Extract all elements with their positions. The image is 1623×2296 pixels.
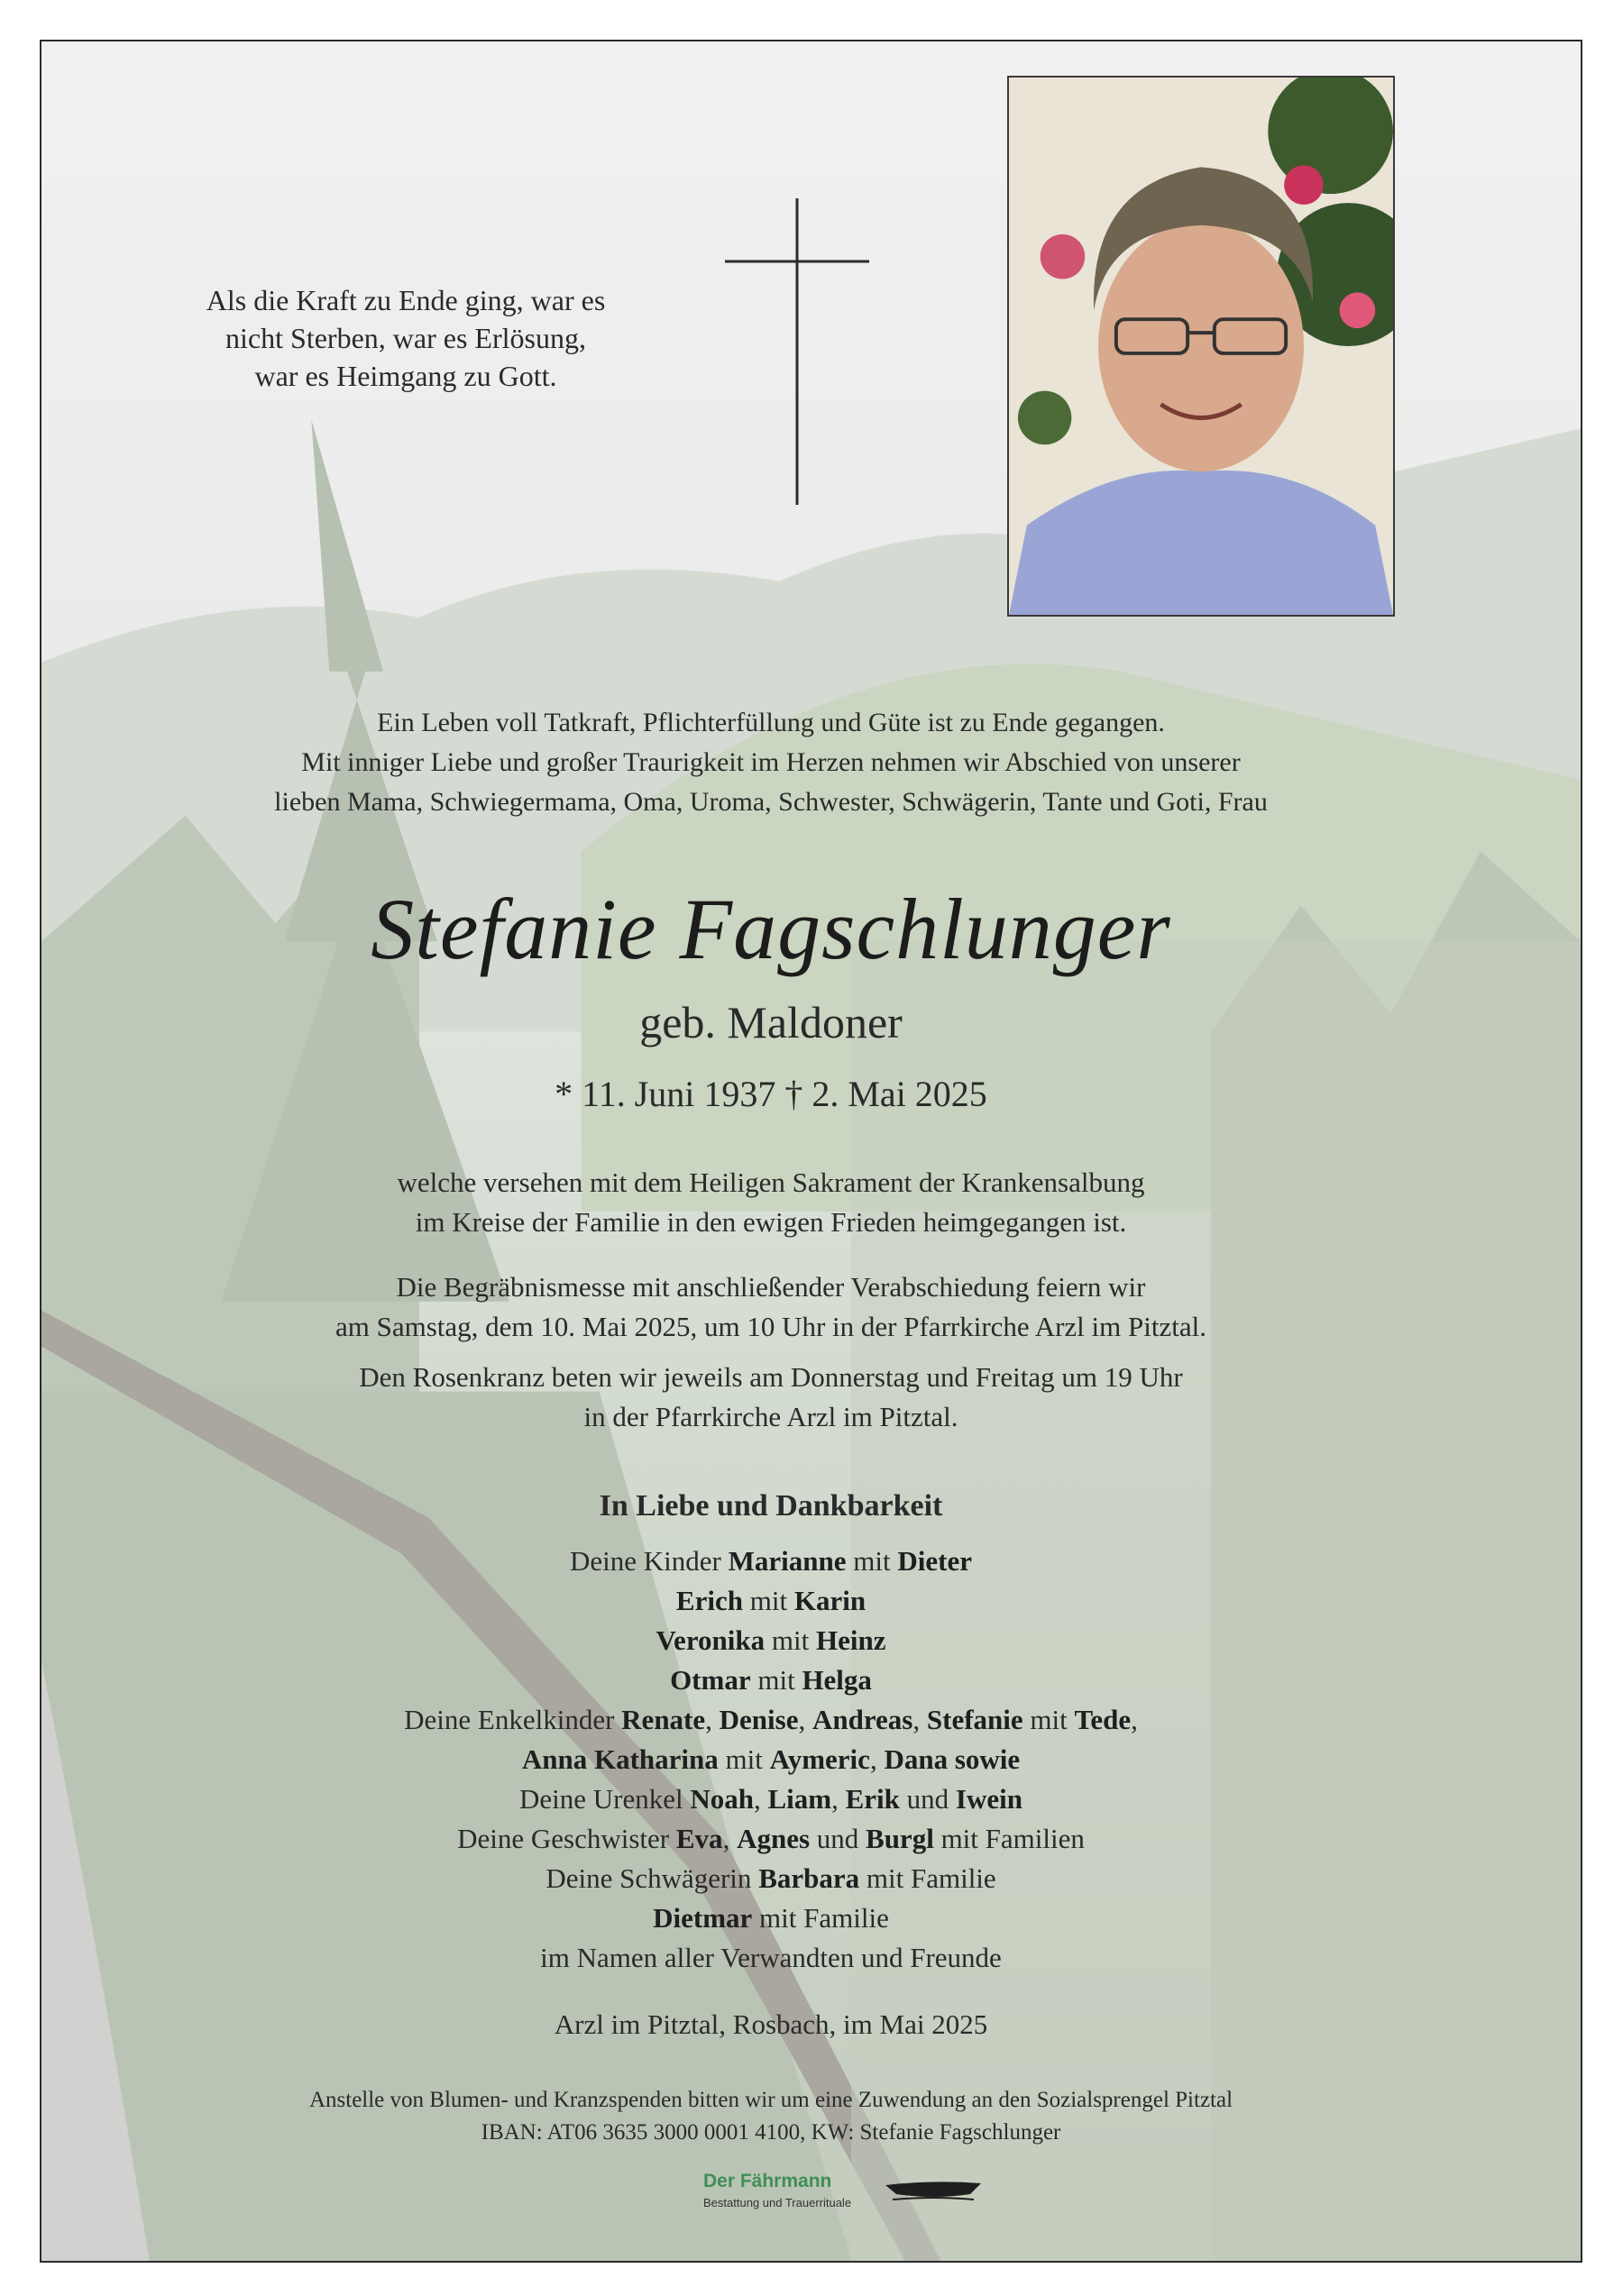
mass-line: Die Begräbnismesse mit anschließender Verabschiedung feiern wir <box>396 1271 1146 1303</box>
rosary-line: in der Pfarrkirche Arzl im Pitztal. <box>583 1401 958 1432</box>
mourners-line: Deine Geschwister Eva, Agnes und Burgl mit Familien <box>457 1823 1085 1854</box>
boat-icon <box>884 2173 983 2209</box>
mourners-line: Dietmar mit Familie <box>653 1902 889 1934</box>
cross-icon <box>725 198 869 505</box>
intro-line: Mit inniger Liebe und großer Traurigkeit im Herzen nehmen wir Abschied von unserer <box>301 747 1241 777</box>
quote-line: Als die Kraft zu Ende ging, war es <box>206 284 606 316</box>
portrait-photo <box>1007 76 1395 617</box>
sacrament-line: im Kreise der Familie in den ewigen Frieden heimgegangen ist. <box>415 1206 1127 1238</box>
logo-name: Der Fährmann <box>703 2171 832 2191</box>
funeral-mass-text <box>126 1267 1416 1347</box>
mourners-line: Anna Katharina mit Aymeric, Dana sowie <box>521 1743 1021 1775</box>
quote-line: war es Heimgang zu Gott. <box>254 360 557 392</box>
intro-line: lieben Mama, Schwiegermama, Oma, Uroma, Schwester, Schwägerin, Tante und Goti, Frau <box>274 787 1268 817</box>
rosary-line: Den Rosenkranz beten wir jeweils am Donnerstag und Freitag um 19 Uhr <box>359 1361 1183 1393</box>
mourners-list <box>126 1541 1416 1978</box>
mass-line: am Samstag, dem 10. Mai 2025, um 10 Uhr in der Pfarrkirche Arzl im Pitztal. <box>335 1311 1206 1342</box>
deceased-name: Stefanie Fagschlunger <box>371 881 1171 977</box>
maiden-name: geb. Maldoner <box>639 997 903 1047</box>
love-heading: In Liebe und Dankbarkeit <box>599 1489 943 1523</box>
mourners-line: Veronika mit Heinz <box>656 1624 886 1656</box>
rosary-text <box>126 1358 1416 1437</box>
mourners-line: Deine Schwägerin Barbara mit Familie <box>546 1862 996 1894</box>
donation-line: IBAN: AT06 3635 3000 0001 4100, KW: Stefanie Fagschlunger <box>481 2120 1061 2145</box>
donation-line: Anstelle von Blumen- und Kranzspenden bitten wir um eine Zuwendung an den Sozialsprengel Pitztal <box>308 2088 1233 2112</box>
logo-subtitle: Bestattung und Trauerrituale <box>703 2196 852 2209</box>
intro-text <box>126 703 1416 822</box>
sacrament-text <box>126 1163 1416 1242</box>
mourners-line: Deine Enkelkinder Renate, Denise, Andreas, Stefanie mit Tede, <box>404 1704 1138 1735</box>
intro-line: Ein Leben voll Tatkraft, Pflichterfüllung und Güte ist zu Ende gegangen. <box>377 708 1165 737</box>
mourners-line: im Namen aller Verwandten und Freunde <box>540 1942 1002 1973</box>
mourners-line: Erich mit Karin <box>675 1585 867 1616</box>
mourners-line: Deine Kinder Marianne mit Dieter <box>570 1545 972 1577</box>
mourners-line: Deine Urenkel Noah, Liam, Erik und Iwein <box>518 1783 1022 1815</box>
quote-text <box>144 281 667 395</box>
donation-note <box>126 2084 1416 2149</box>
funeral-home-logo <box>703 2169 992 2232</box>
sacrament-line: welche versehen mit dem Heiligen Sakrament der Krankensalbung <box>397 1166 1145 1198</box>
quote-line: nicht Sterben, war es Erlösung, <box>225 322 586 354</box>
place-date: Arzl im Pitztal, Rosbach, im Mai 2025 <box>554 2008 988 2040</box>
life-dates: * 11. Juni 1937 † 2. Mai 2025 <box>555 1074 987 1114</box>
mourners-line: Otmar mit Helga <box>670 1664 872 1696</box>
